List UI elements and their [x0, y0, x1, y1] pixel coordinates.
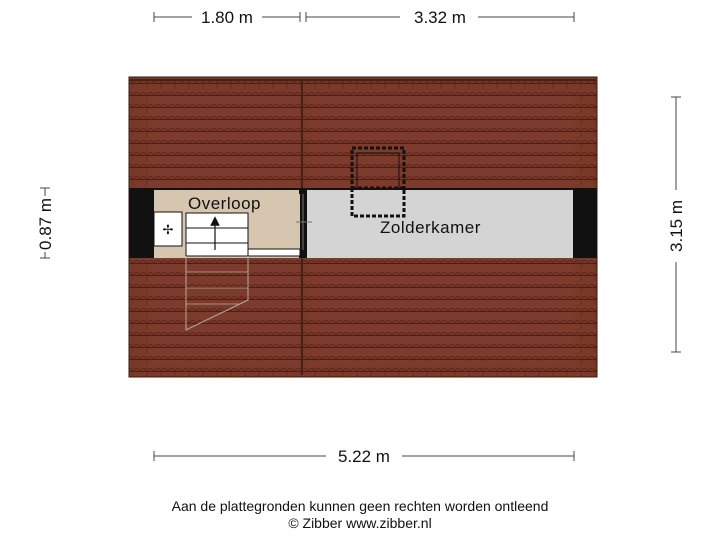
dimension-label-top-right: 3.32 m: [414, 8, 466, 27]
copyright-text: © Zibber www.zibber.nl: [288, 515, 432, 531]
dimension-right: [667, 97, 686, 352]
dimension-left: [36, 188, 55, 258]
disclaimer-text: Aan de plattegronden kunnen geen rechten worden ontleend: [171, 498, 549, 514]
dimension-label-bottom: 5.22 m: [338, 447, 390, 466]
boiler-icon: ✢: [162, 223, 174, 238]
dimension-top-right: [306, 8, 574, 27]
dimension-label-top-left: 1.80 m: [201, 8, 253, 27]
room-label-zolderkamer: Zolderkamer: [380, 218, 481, 237]
dimension-label-left: 0.87 m: [36, 198, 55, 250]
dimension-label-right: 3.15 m: [667, 200, 686, 252]
boiler-unit: [154, 212, 182, 246]
dimension-top-left: [154, 8, 300, 27]
room-label-overloop: Overloop: [188, 194, 261, 213]
dimension-bottom: [154, 447, 574, 466]
stair-railing: [248, 249, 300, 256]
